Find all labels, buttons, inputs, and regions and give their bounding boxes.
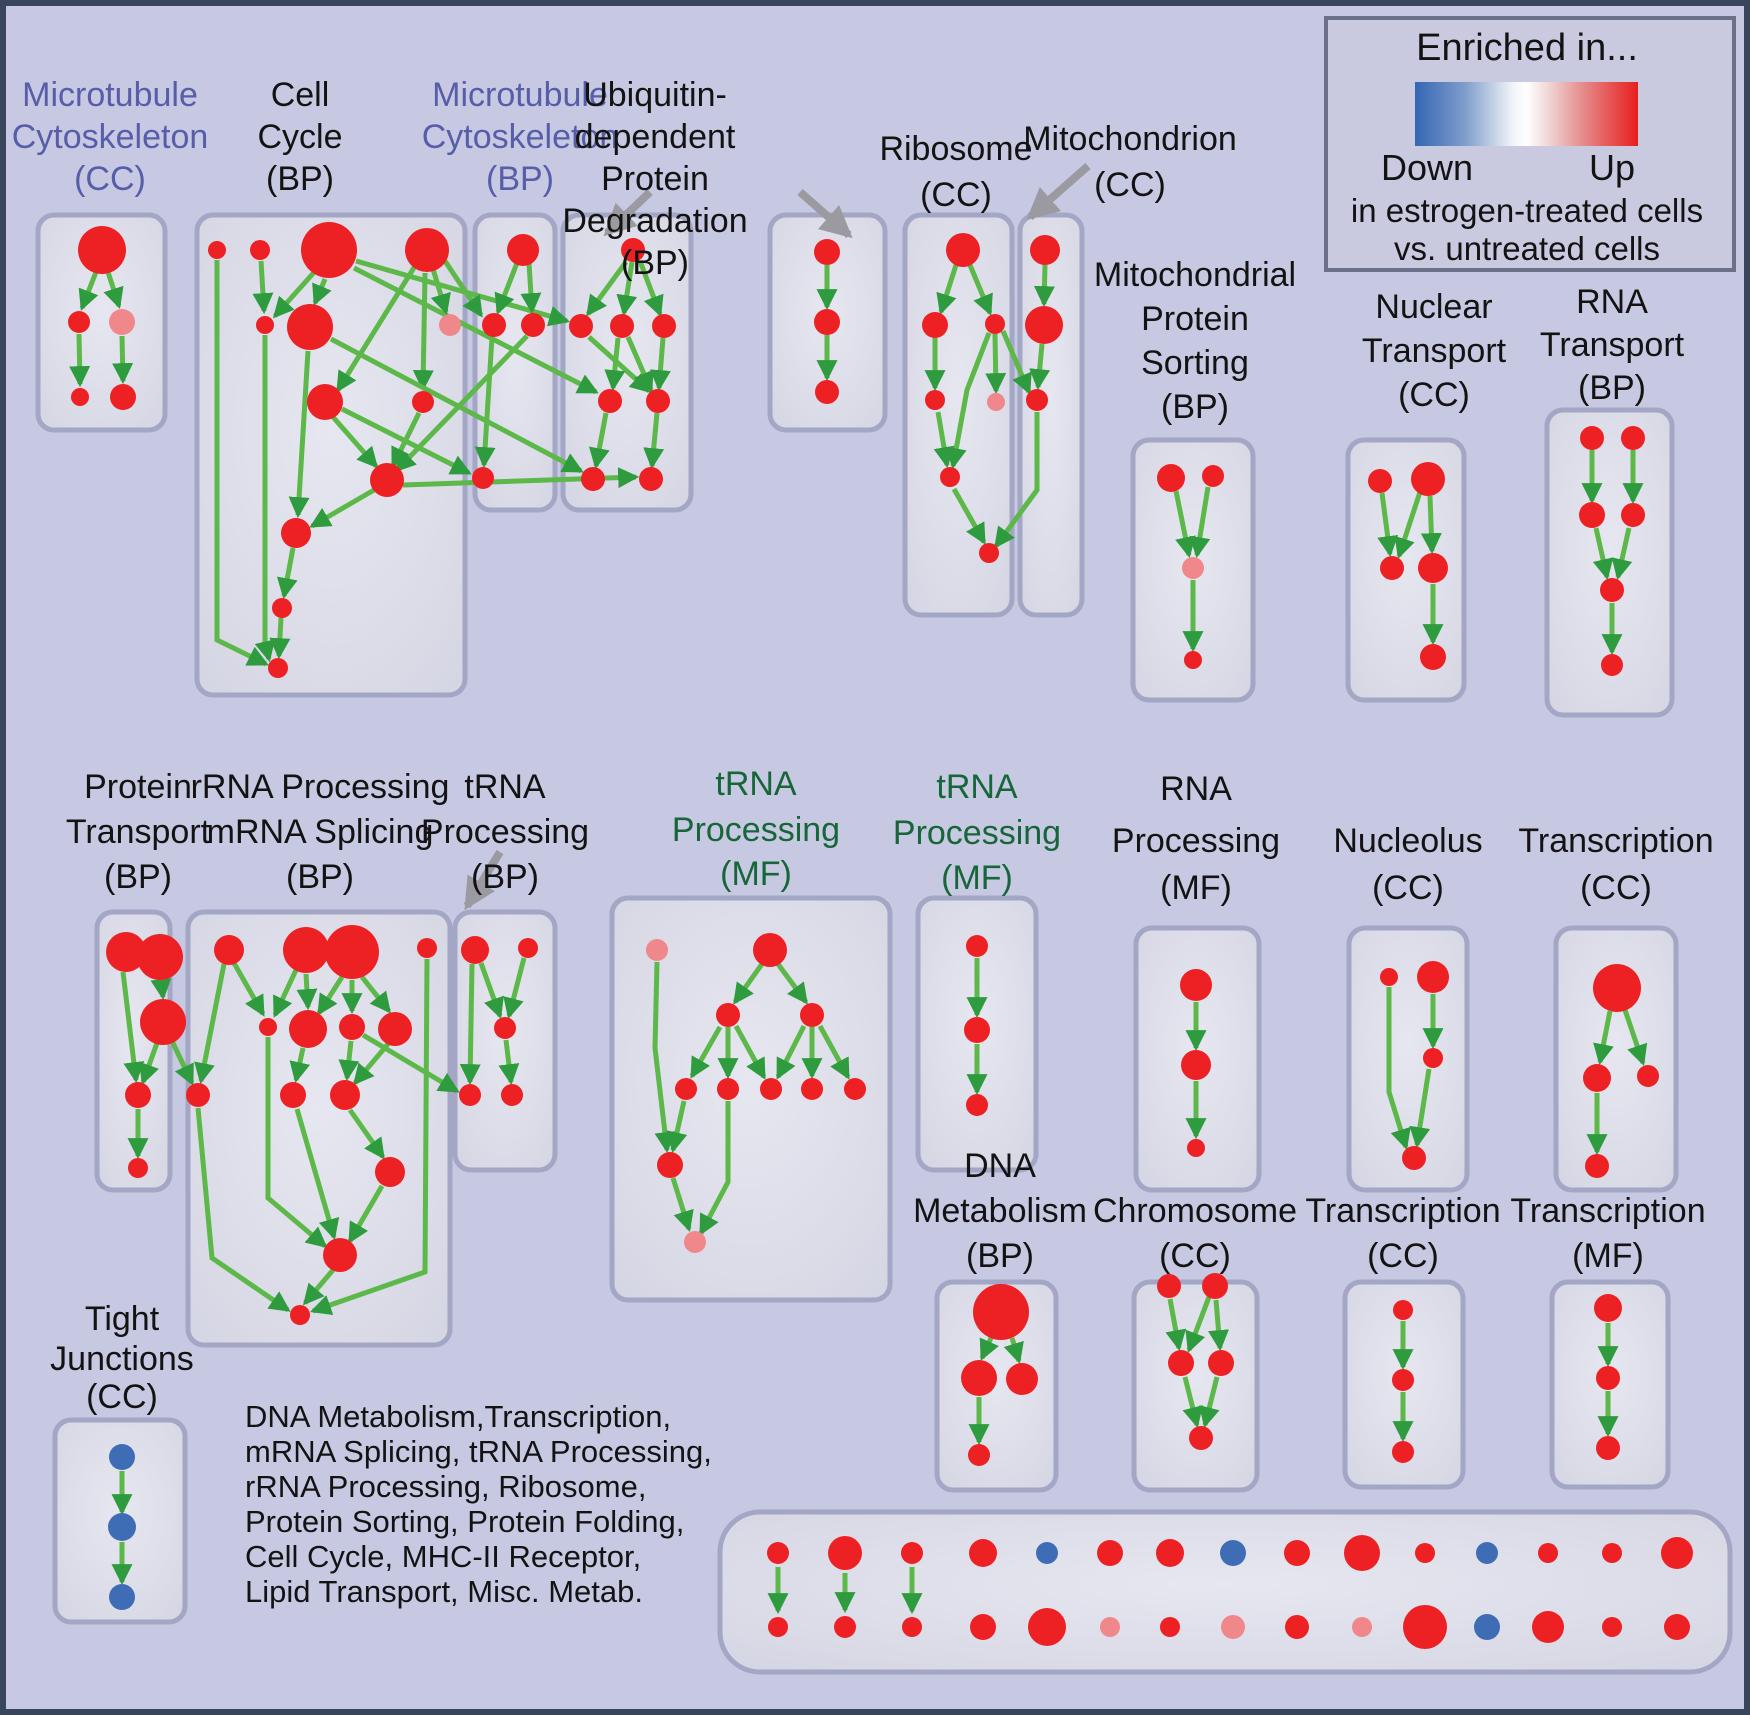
category-label: RNA bbox=[1576, 283, 1648, 321]
category-label: rRNA Processing bbox=[190, 768, 450, 806]
go-term-node bbox=[1637, 1065, 1659, 1087]
go-term-node bbox=[1411, 462, 1445, 496]
go-term-node bbox=[844, 1078, 866, 1100]
category-label: Mitochondrial bbox=[1093, 256, 1297, 294]
category-label: (BP) bbox=[104, 858, 172, 896]
go-term-node bbox=[128, 1158, 148, 1178]
go-term-node bbox=[1202, 465, 1224, 487]
category-label: (CC) bbox=[920, 176, 992, 214]
go-term-node bbox=[639, 467, 663, 491]
go-term-node bbox=[482, 313, 506, 337]
chromosome-cc-box bbox=[1134, 1282, 1257, 1490]
go-term-node bbox=[1168, 1350, 1194, 1376]
legend-context-line2: vs. untreated cells bbox=[1394, 230, 1660, 267]
category-label: Transcription bbox=[1305, 1192, 1501, 1230]
go-term-node bbox=[1285, 1615, 1309, 1639]
mixed-category-text-line: mRNA Splicing, tRNA Processing, bbox=[245, 1434, 712, 1469]
go-term-node bbox=[439, 314, 461, 336]
go-term-node bbox=[1476, 1542, 1498, 1564]
go-term-node bbox=[973, 1284, 1029, 1340]
go-term-node bbox=[405, 228, 449, 272]
go-term-node bbox=[1380, 968, 1398, 986]
go-term-node bbox=[902, 1617, 922, 1637]
go-term-node bbox=[800, 1003, 824, 1027]
go-term-node bbox=[966, 1094, 988, 1116]
relation-arrow bbox=[529, 263, 532, 311]
go-term-node bbox=[283, 927, 329, 973]
go-term-node bbox=[339, 1014, 365, 1040]
go-term-node bbox=[969, 1539, 997, 1567]
category-label: Protein bbox=[601, 160, 709, 198]
go-term-node bbox=[1423, 1048, 1443, 1068]
go-term-node bbox=[834, 1616, 856, 1638]
go-term-node bbox=[753, 933, 787, 967]
go-term-node bbox=[1220, 1540, 1246, 1566]
mitochondrion-cc-box bbox=[1020, 215, 1082, 615]
go-term-node bbox=[494, 1017, 516, 1039]
go-term-node bbox=[1538, 1543, 1558, 1563]
category-label: Microtubule bbox=[432, 76, 608, 114]
category-label: Tight bbox=[84, 1300, 160, 1338]
category-label: (BP) bbox=[266, 160, 334, 198]
category-label: RNA bbox=[1160, 770, 1232, 808]
go-term-node bbox=[281, 518, 311, 548]
relation-arrow bbox=[122, 336, 123, 381]
go-term-node bbox=[1621, 426, 1645, 450]
go-term-node bbox=[137, 934, 183, 980]
category-label: Mitochondrion bbox=[1023, 120, 1237, 158]
legend-context-line1: in estrogen-treated cells bbox=[1350, 192, 1704, 229]
mixed-category-text-line: DNA Metabolism,Transcription, bbox=[245, 1399, 672, 1434]
category-label: (CC) bbox=[1367, 1237, 1439, 1275]
relation-arrow bbox=[470, 964, 472, 1082]
go-term-node bbox=[581, 467, 605, 491]
go-term-node bbox=[987, 393, 1005, 411]
go-term-node bbox=[1602, 1617, 1622, 1637]
mixed-category-text-line: Cell Cycle, MHC-II Receptor, bbox=[245, 1539, 642, 1574]
category-label: Nuclear bbox=[1375, 288, 1493, 326]
go-term-node bbox=[1601, 654, 1623, 676]
go-term-node bbox=[1157, 1274, 1181, 1298]
category-label: Transcription bbox=[1518, 822, 1714, 860]
mixed-category-text-line: Lipid Transport, Misc. Metab. bbox=[245, 1574, 643, 1609]
rrna-processing-mrna-splicing-bp-box bbox=[188, 912, 450, 1345]
go-term-node bbox=[1202, 1273, 1228, 1299]
go-term-node bbox=[1580, 426, 1604, 450]
go-term-node bbox=[140, 999, 186, 1045]
go-term-node bbox=[979, 543, 999, 563]
go-term-node bbox=[259, 1018, 277, 1036]
go-term-node bbox=[1602, 1543, 1622, 1563]
go-term-node bbox=[828, 1536, 862, 1570]
go-term-node bbox=[109, 1444, 135, 1470]
relation-arrow bbox=[423, 273, 425, 388]
go-term-node bbox=[1221, 1615, 1245, 1639]
category-label: (BP) bbox=[621, 244, 689, 282]
go-term-node bbox=[1594, 1294, 1622, 1322]
category-label: (BP) bbox=[286, 858, 354, 896]
go-term-node bbox=[1585, 1154, 1609, 1178]
go-term-node bbox=[925, 390, 945, 410]
relation-arrow bbox=[1430, 496, 1432, 551]
category-label: (BP) bbox=[486, 160, 554, 198]
category-label: Junctions bbox=[50, 1340, 194, 1378]
legend-up-label: Up bbox=[1588, 147, 1636, 188]
go-term-node bbox=[250, 240, 270, 260]
go-term-node bbox=[1189, 1426, 1213, 1450]
go-term-node bbox=[684, 1231, 706, 1253]
go-term-node bbox=[946, 233, 980, 267]
go-term-node bbox=[657, 1152, 683, 1178]
relation-arrow bbox=[161, 980, 163, 997]
go-term-node bbox=[1664, 1614, 1690, 1640]
category-label: (MF) bbox=[720, 855, 792, 893]
category-label: Cytoskeleton bbox=[421, 118, 619, 156]
go-term-node bbox=[1583, 1064, 1611, 1092]
legend-down-label: Down bbox=[1380, 147, 1474, 188]
relation-arrow bbox=[306, 974, 308, 1007]
go-term-node bbox=[290, 1305, 310, 1325]
go-term-node bbox=[214, 935, 244, 965]
category-label: DNA bbox=[964, 1147, 1036, 1185]
mixed-terms-box bbox=[720, 1512, 1730, 1672]
relation-arrow bbox=[1044, 265, 1045, 304]
category-label: Transport bbox=[1361, 332, 1507, 370]
go-term-node bbox=[768, 1617, 788, 1637]
go-term-node bbox=[459, 1084, 481, 1106]
category-label: Transport bbox=[1539, 326, 1685, 364]
go-term-node bbox=[961, 1360, 997, 1396]
go-term-node bbox=[901, 1542, 923, 1564]
category-label: (CC) bbox=[86, 1378, 158, 1416]
go-term-node bbox=[208, 241, 226, 259]
go-term-node bbox=[646, 389, 670, 413]
relation-arrow bbox=[79, 334, 80, 384]
go-term-node bbox=[325, 925, 379, 979]
go-term-node bbox=[985, 314, 1005, 334]
go-term-node bbox=[289, 1010, 327, 1048]
go-term-node bbox=[1097, 1540, 1123, 1566]
go-term-node bbox=[1006, 1363, 1038, 1395]
go-term-node bbox=[1160, 1617, 1180, 1637]
go-term-node bbox=[1532, 1611, 1564, 1643]
category-label: Ribosome bbox=[879, 130, 1033, 168]
category-label: tRNA bbox=[464, 768, 546, 806]
go-term-node bbox=[1474, 1614, 1500, 1640]
go-term-node bbox=[186, 1083, 210, 1107]
go-term-node bbox=[767, 1542, 789, 1564]
go-term-node bbox=[1025, 306, 1063, 344]
go-term-node bbox=[472, 467, 494, 489]
go-term-node bbox=[598, 389, 622, 413]
go-term-node bbox=[968, 1444, 990, 1466]
go-term-node bbox=[412, 391, 434, 413]
category-label: (CC) bbox=[1398, 376, 1470, 414]
category-label: (CC) bbox=[1159, 1237, 1231, 1275]
go-term-node bbox=[108, 1513, 136, 1541]
go-term-node bbox=[814, 239, 840, 265]
go-term-node bbox=[280, 1082, 306, 1108]
category-label: (CC) bbox=[74, 160, 146, 198]
go-term-node bbox=[801, 1078, 823, 1100]
category-label: mRNA Splicing bbox=[206, 813, 434, 851]
go-term-node bbox=[507, 234, 539, 266]
category-label: dependent bbox=[574, 118, 736, 156]
category-label: (BP) bbox=[1578, 369, 1646, 407]
mixed-category-text-line: Protein Sorting, Protein Folding, bbox=[245, 1504, 685, 1539]
go-term-node bbox=[461, 936, 489, 964]
category-label: (BP) bbox=[966, 1237, 1034, 1275]
go-term-node bbox=[301, 222, 357, 278]
go-term-node bbox=[1596, 1366, 1620, 1390]
go-term-node bbox=[71, 388, 89, 406]
go-term-node bbox=[1352, 1617, 1372, 1637]
category-label: Nucleolus bbox=[1333, 822, 1483, 860]
go-term-node bbox=[1402, 1146, 1426, 1170]
go-term-node bbox=[1417, 961, 1449, 993]
relation-arrow bbox=[279, 618, 281, 656]
go-term-node bbox=[675, 1078, 697, 1100]
go-term-node bbox=[970, 1614, 996, 1640]
go-term-node bbox=[1284, 1540, 1310, 1566]
go-term-node bbox=[610, 314, 634, 338]
go-term-node bbox=[652, 314, 676, 338]
go-term-node bbox=[110, 384, 136, 410]
go-term-node bbox=[68, 311, 90, 333]
go-term-node bbox=[521, 313, 545, 337]
category-label: (BP) bbox=[1161, 388, 1229, 426]
go-term-node bbox=[964, 1017, 990, 1043]
go-term-node bbox=[569, 314, 593, 338]
go-term-node bbox=[272, 598, 292, 618]
go-term-node bbox=[256, 316, 274, 334]
go-term-node bbox=[1661, 1537, 1693, 1569]
category-label: Ubiquitin- bbox=[583, 76, 727, 114]
go-term-node bbox=[287, 304, 333, 350]
go-term-node bbox=[966, 935, 988, 957]
go-term-node bbox=[1026, 389, 1048, 411]
go-term-node bbox=[814, 309, 840, 335]
go-term-node bbox=[518, 938, 538, 958]
category-label: (CC) bbox=[1094, 166, 1166, 204]
go-term-node bbox=[1156, 1539, 1184, 1567]
category-label: Chromosome bbox=[1092, 1192, 1298, 1230]
category-label: tRNA bbox=[715, 765, 797, 803]
go-term-node bbox=[716, 1003, 740, 1027]
go-term-node bbox=[1579, 502, 1605, 528]
go-term-node bbox=[646, 939, 668, 961]
category-label: tRNA bbox=[936, 768, 1018, 806]
category-label: Transport bbox=[65, 813, 211, 851]
category-label: Processing bbox=[892, 814, 1062, 852]
category-label: Processing bbox=[1111, 822, 1281, 860]
go-term-node bbox=[370, 463, 404, 497]
go-term-node bbox=[1184, 651, 1202, 669]
go-term-node bbox=[109, 309, 135, 335]
go-term-node bbox=[1157, 464, 1185, 492]
go-term-node bbox=[1600, 578, 1624, 602]
go-term-node bbox=[1180, 969, 1212, 1001]
go-term-node bbox=[940, 467, 960, 487]
relation-arrow bbox=[261, 261, 264, 311]
go-term-node bbox=[1418, 553, 1448, 583]
go-term-node bbox=[1596, 1436, 1620, 1460]
go-term-node bbox=[815, 380, 839, 404]
go-term-node bbox=[501, 1084, 523, 1106]
go-term-node bbox=[1392, 1441, 1414, 1463]
go-term-node bbox=[760, 1078, 782, 1100]
go-term-node bbox=[417, 938, 437, 958]
go-term-node bbox=[1393, 1300, 1413, 1320]
go-term-node bbox=[1208, 1350, 1234, 1376]
go-term-node bbox=[1187, 1139, 1205, 1157]
category-label: Transcription bbox=[1510, 1192, 1706, 1230]
legend-title: Enriched in... bbox=[1416, 27, 1638, 69]
category-label: Cytoskeleton bbox=[11, 118, 209, 156]
go-term-node bbox=[1380, 556, 1404, 580]
legend-color-scale bbox=[1415, 82, 1638, 146]
go-term-node bbox=[922, 312, 948, 338]
go-term-node bbox=[1403, 1605, 1447, 1649]
go-term-node bbox=[1392, 1369, 1414, 1391]
go-term-node bbox=[1344, 1535, 1380, 1571]
category-label: (CC) bbox=[1580, 869, 1652, 907]
go-term-node bbox=[1368, 469, 1392, 493]
category-label: Processing bbox=[420, 813, 590, 851]
go-term-node bbox=[125, 1082, 151, 1108]
legend bbox=[1326, 18, 1734, 270]
go-term-node bbox=[78, 226, 126, 274]
category-label: Degradation bbox=[562, 202, 748, 240]
go-term-node bbox=[1036, 1542, 1058, 1564]
category-label: Protein bbox=[84, 768, 192, 806]
category-label: (MF) bbox=[1572, 1237, 1644, 1275]
category-label: Sorting bbox=[1141, 344, 1249, 382]
go-term-node bbox=[1182, 557, 1204, 579]
go-term-node bbox=[268, 658, 288, 678]
relation-arrow bbox=[995, 334, 996, 391]
go-term-node bbox=[378, 1012, 412, 1046]
mixed-category-text-line: rRNA Processing, Ribosome, bbox=[245, 1469, 647, 1504]
category-label: (CC) bbox=[1372, 869, 1444, 907]
category-label: (BP) bbox=[471, 858, 539, 896]
go-term-node bbox=[307, 384, 343, 420]
category-label: Protein bbox=[1141, 300, 1249, 338]
go-term-node bbox=[1420, 644, 1446, 670]
go-term-node bbox=[717, 1078, 739, 1100]
category-label: Cell bbox=[270, 76, 330, 114]
category-label: Microtubule bbox=[22, 76, 198, 114]
go-term-node bbox=[375, 1157, 405, 1187]
category-label: Cycle bbox=[257, 118, 343, 156]
go-term-node bbox=[330, 1080, 360, 1110]
go-term-node bbox=[1028, 1608, 1066, 1646]
category-label: (MF) bbox=[1160, 869, 1232, 907]
go-term-node bbox=[1100, 1617, 1120, 1637]
category-label: (MF) bbox=[941, 859, 1013, 897]
go-term-node bbox=[109, 1584, 135, 1610]
category-label: Processing bbox=[671, 811, 841, 849]
go-term-node bbox=[1415, 1543, 1435, 1563]
go-term-node bbox=[1030, 235, 1060, 265]
go-term-node bbox=[1181, 1050, 1211, 1080]
go-term-node bbox=[1621, 503, 1645, 527]
go-term-node bbox=[1593, 964, 1641, 1012]
go-term-node bbox=[323, 1238, 357, 1272]
category-label: Metabolism bbox=[913, 1192, 1087, 1230]
